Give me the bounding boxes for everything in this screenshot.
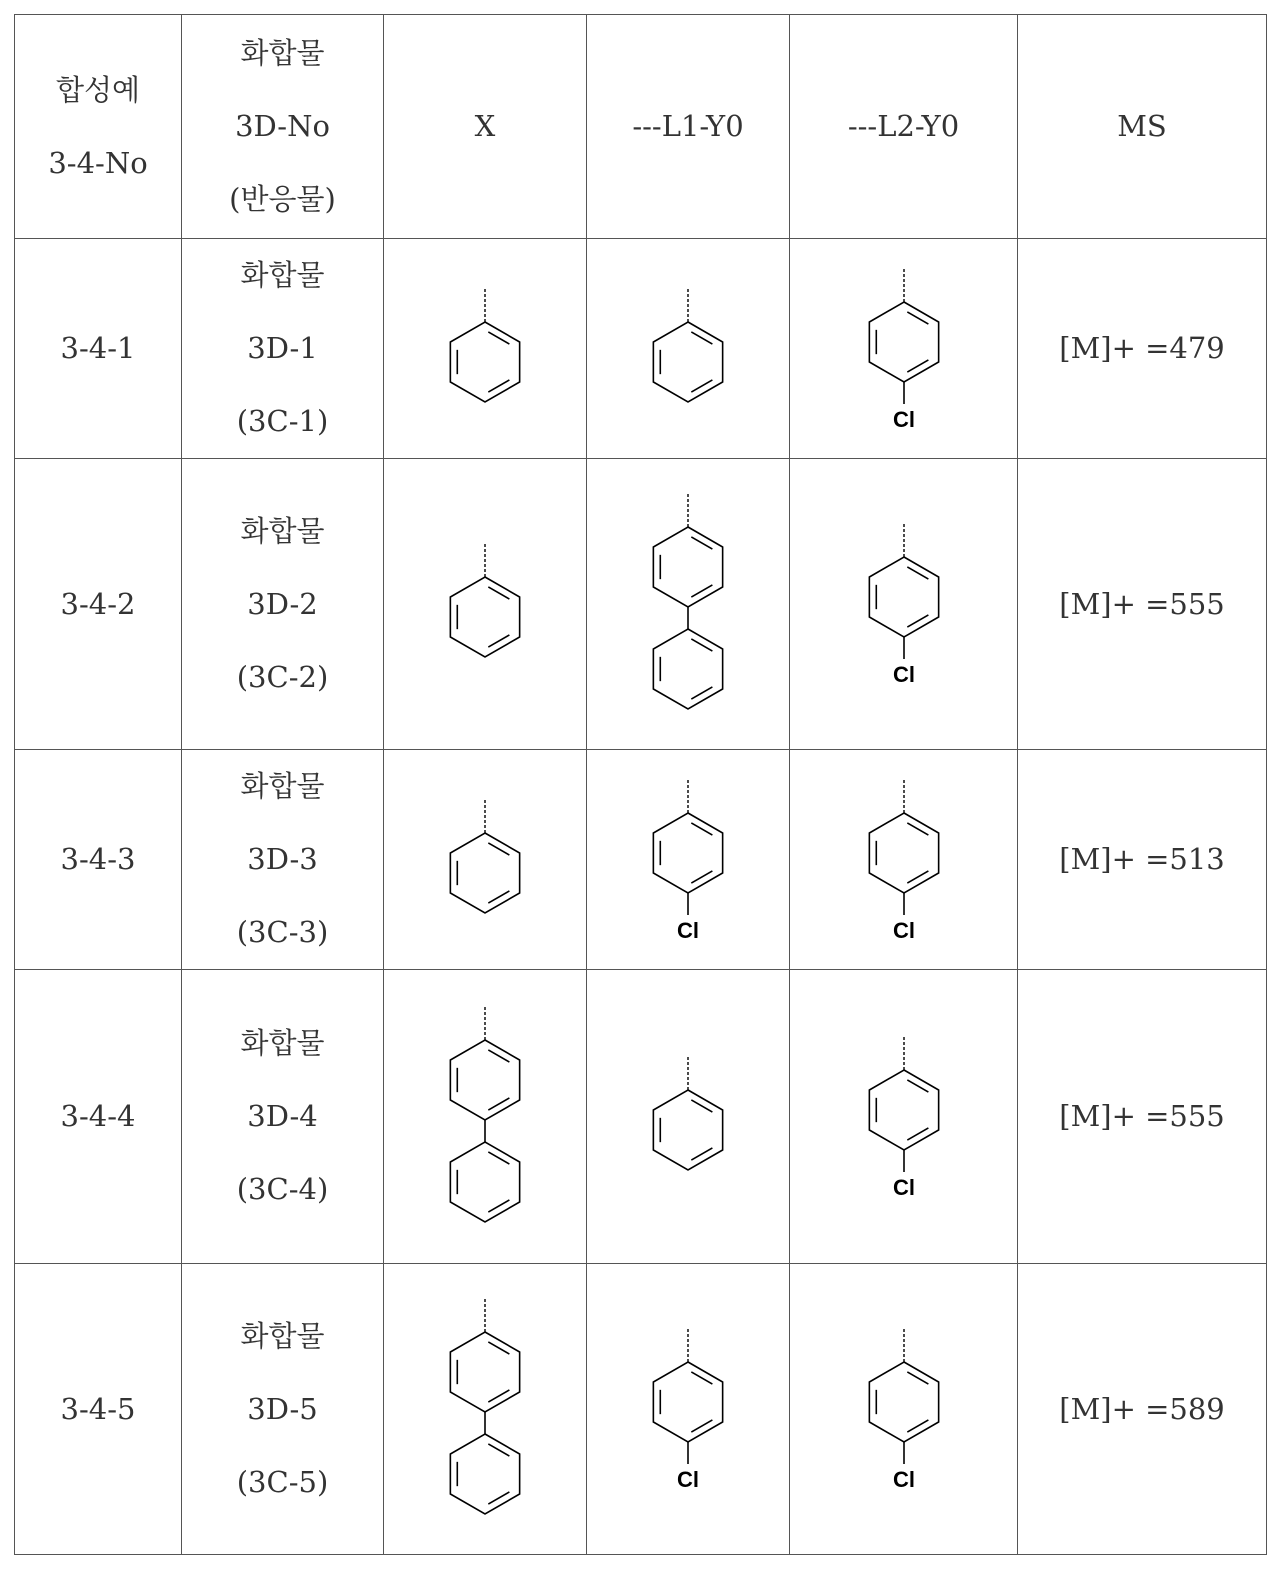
header-text: 3-4-No: [15, 127, 181, 200]
compound-text: 화합물: [182, 1007, 383, 1080]
compound-text: 화합물: [182, 1300, 383, 1373]
phenyl-structure: [638, 284, 738, 414]
l2-cell: [790, 1264, 1018, 1555]
table-row: [15, 1264, 1267, 1555]
header-text: 화합물: [182, 17, 383, 90]
table-row: [15, 459, 1267, 750]
chlorine-label: Cl: [677, 918, 699, 943]
chlorine-label: Cl: [893, 407, 915, 432]
table-row: [15, 239, 1267, 459]
phenyl-structure: [435, 284, 535, 414]
4-chlorophenyl-structure: [854, 775, 954, 945]
ms-value: [M]+ =479: [1018, 239, 1267, 459]
x-cell: [384, 970, 587, 1264]
4-chlorophenyl-structure: [854, 1324, 954, 1494]
biphenyl-structure: [435, 1002, 535, 1232]
l1-cell: [587, 970, 790, 1264]
synthesis-no: 3-4-2: [15, 459, 182, 750]
chlorine-label: Cl: [677, 1467, 699, 1492]
4-chlorophenyl-structure: [854, 264, 954, 434]
ms-value: [M]+ =555: [1018, 970, 1267, 1264]
l1-cell: [587, 750, 790, 970]
phenyl-structure: [435, 795, 535, 925]
table-row: [15, 750, 1267, 970]
compound-text: 3D-2: [182, 568, 383, 641]
4-chlorophenyl-structure: [854, 1032, 954, 1202]
l2-cell: [790, 459, 1018, 750]
header-x: X: [384, 15, 587, 239]
x-cell: [384, 239, 587, 459]
ms-value: [M]+ =589: [1018, 1264, 1267, 1555]
x-cell: [384, 1264, 587, 1555]
l1-cell: [587, 459, 790, 750]
compound-text: 화합물: [182, 750, 383, 823]
header-text: (반응물): [182, 163, 383, 236]
table-row: [15, 970, 1267, 1264]
compound-text: 화합물: [182, 239, 383, 312]
synthesis-no: 3-4-3: [15, 750, 182, 970]
l2-cell: [790, 970, 1018, 1264]
chlorine-label: Cl: [893, 1175, 915, 1200]
biphenyl-structure: [435, 1294, 535, 1524]
chlorine-label: Cl: [893, 1467, 915, 1492]
header-l2: ---L2-Y0: [790, 15, 1018, 239]
4-chlorophenyl-structure: [638, 1324, 738, 1494]
compound-cell: [182, 1264, 384, 1555]
compound-text: 3D-3: [182, 823, 383, 896]
header-row: [15, 15, 1267, 239]
synthesis-no: 3-4-1: [15, 239, 182, 459]
ms-value: [M]+ =513: [1018, 750, 1267, 970]
phenyl-structure: [638, 1052, 738, 1182]
x-cell: [384, 750, 587, 970]
synthesis-no: 3-4-4: [15, 970, 182, 1264]
compound-cell: [182, 970, 384, 1264]
l1-cell: [587, 239, 790, 459]
chlorine-label: Cl: [893, 662, 915, 687]
x-cell: [384, 459, 587, 750]
compound-text: (3C-2): [182, 641, 383, 714]
ms-value: [M]+ =555: [1018, 459, 1267, 750]
header-text: 합성예: [15, 54, 181, 127]
compound-cell: [182, 459, 384, 750]
header-synthesis-no: [15, 15, 182, 239]
compound-text: (3C-4): [182, 1153, 383, 1226]
compound-text: (3C-1): [182, 385, 383, 458]
compound-text: 화합물: [182, 495, 383, 568]
header-text: 3D-No: [182, 90, 383, 163]
l2-cell: [790, 750, 1018, 970]
compound-text: (3C-5): [182, 1446, 383, 1519]
biphenyl-structure: [638, 489, 738, 719]
header-ms: MS: [1018, 15, 1267, 239]
l1-cell: [587, 1264, 790, 1555]
compound-text: 3D-5: [182, 1373, 383, 1446]
4-chlorophenyl-structure: [638, 775, 738, 945]
header-compound: [182, 15, 384, 239]
compound-cell: [182, 750, 384, 970]
compound-cell: [182, 239, 384, 459]
compound-text: 3D-4: [182, 1080, 383, 1153]
l2-cell: [790, 239, 1018, 459]
phenyl-structure: [435, 539, 535, 669]
synthesis-no: 3-4-5: [15, 1264, 182, 1555]
compound-text: 3D-1: [182, 312, 383, 385]
compound-text: (3C-3): [182, 896, 383, 969]
synthesis-table: [14, 14, 1267, 1555]
header-l1: ---L1-Y0: [587, 15, 790, 239]
chlorine-label: Cl: [893, 918, 915, 943]
4-chlorophenyl-structure: [854, 519, 954, 689]
